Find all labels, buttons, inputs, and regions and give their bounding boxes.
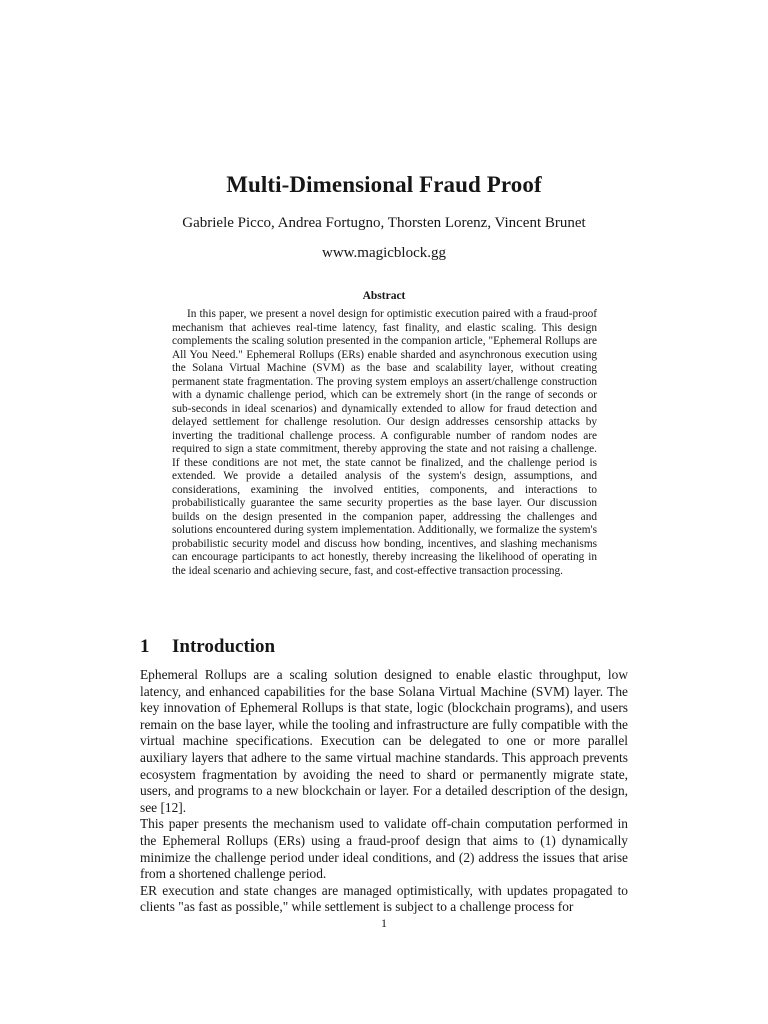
paragraph: Ephemeral Rollups are a scaling solution designed to enable elastic throughput, low latency, and enhanced capabilities for the base Solana Virtual Machine (SVM) layer. The key innovation of Ephemeral Rollups is that state, logic (blockchain programs), and users remain on the base layer, while the tooling and infrastructure are fully compatible with the virtual machine specifications. Execution can be delegated to one or more parallel auxiliary layers that adhere to the same virtual machine standards. This approach prevents ecosystem fragmentation by avoiding the need to shard or permanently migrate state, users, and programs to a new blockchain or layer. For a detailed description of the design, see [12]. — [140, 667, 628, 815]
author-list: Gabriele Picco, Andrea Fortugno, Thorsten Lorenz, Vincent Brunet — [182, 215, 586, 231]
page-number: 1 — [381, 916, 387, 930]
website-link[interactable]: www.magicblock.gg — [322, 245, 446, 261]
section-number: 1 — [140, 636, 150, 657]
abstract-text: In this paper, we present a novel design for optimistic execution paired with a fraud-proof mechanism that achieves real-time latency, fast finality, and elastic scaling. This design complements the scaling solution presented in the companion article, "Ephemeral Rollups are All You Need." Ephemeral Rollups (ERs) enable sharded and asynchronous execution using the Solana Virtual Machine (SVM) as the base and scalability layer, without creating permanent state fragmentation. The proving system employs an assert/challenge construction with a dynamic challenge period, which can be extremely short (in the range of seconds or sub-seconds in ideal scenarios) and dynamically extended to allow for fraud detection and delayed settlement for challenge resolution. Our design addresses censorship attacks by inverting the traditional challenge process. A configurable number of random nodes are required to sign a state commitment, thereby approving the state and not raising a challenge. If these conditions are not met, the state cannot be finalized, and the challenge period is extended. We provide a detailed analysis of the system's design, assumptions, and considerations, examining the involved entities, components, and interactions to probabilistically guarantee the same security properties as the base layer. Our discussion builds on the design presented in the companion paper, addressing the challenges and solutions encountered during system implementation. Additionally, we formalize the system's probabilistic security model and discuss how bonding, incentives, and slashing mechanisms can encourage participants to act honestly, thereby increasing the likelihood of operating in the ideal scenario and achieving secure, fast, and cost-effective transaction processing. — [172, 308, 597, 577]
paper-title: Multi-Dimensional Fraud Proof — [226, 172, 542, 197]
section-body — [140, 667, 628, 916]
abstract-heading: Abstract — [362, 290, 406, 302]
paragraph: ER execution and state changes are managed optimistically, with updates propagated to clients "as fast as possible," while settlement is subject to a challenge process for — [140, 882, 628, 915]
section-heading — [140, 636, 275, 658]
section-title: Introduction — [172, 636, 276, 657]
paragraph: This paper presents the mechanism used to validate off-chain computation performed in the Ephemeral Rollups (ERs) using a fraud-proof design that aims to (1) dynamically minimize the challenge period under ideal conditions, and (2) address the issues that arise from a shortened challenge period. — [140, 816, 628, 882]
